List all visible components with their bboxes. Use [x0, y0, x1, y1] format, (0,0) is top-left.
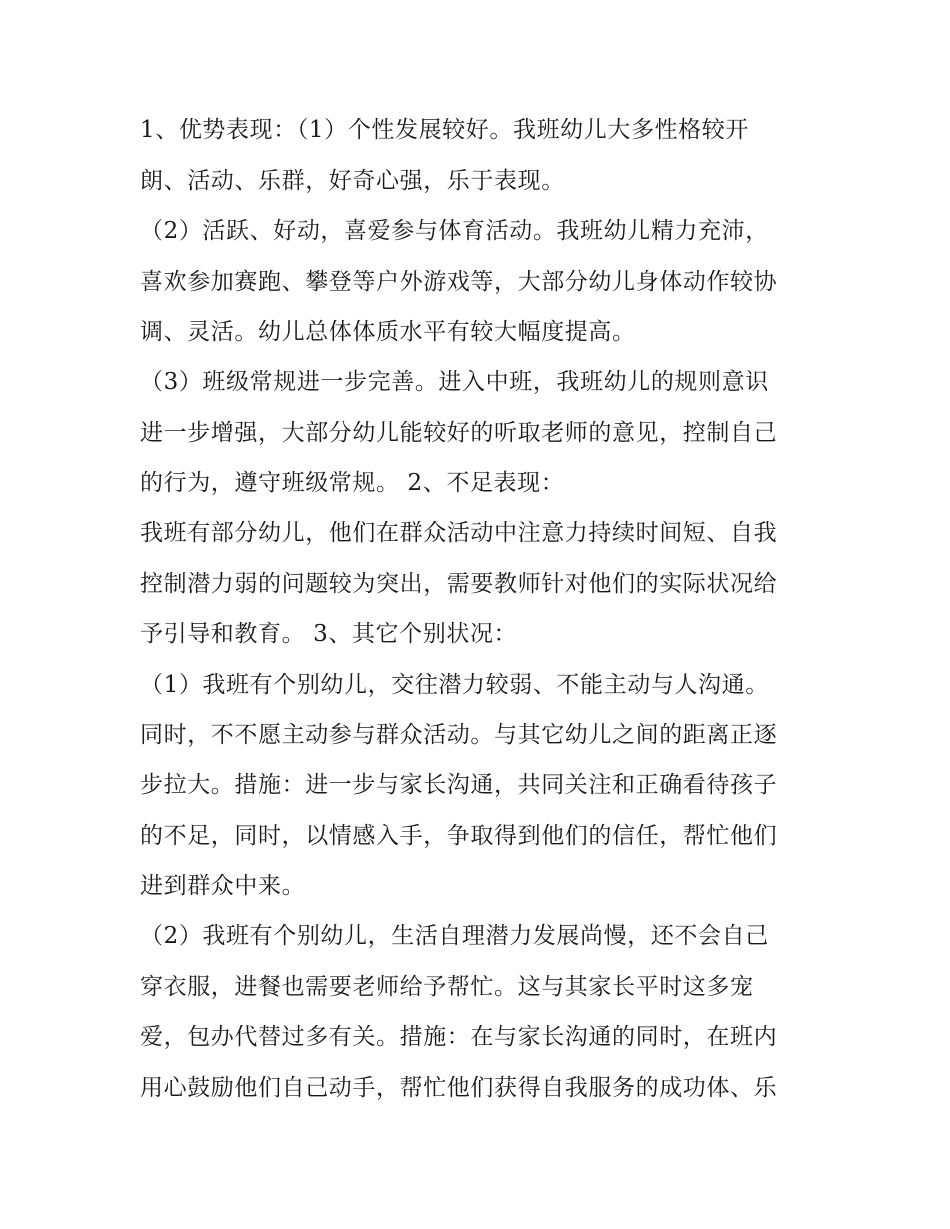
- text-line: 朗、活动、乐群，好奇心强，乐于表现。: [140, 168, 565, 194]
- text-line: 进一步增强，大部分幼儿能较好的听取老师的意见，控制自己: [140, 420, 778, 446]
- text-line: 喜欢参加赛跑、攀登等户外游戏等，大部分幼儿身体动作较协: [140, 269, 778, 295]
- text-line: 控制潜力弱的问题较为突出，需要教师针对他们的实际状况给: [140, 571, 778, 597]
- text-line: 的不足，同时，以情感入手，争取得到他们的信任，帮忙他们: [140, 823, 778, 849]
- text-line: 穿衣服，进餐也需要老师给予帮忙。这与其家长平时这多宠: [140, 974, 754, 1000]
- text-line: 用心鼓励他们自己动手，帮忙他们获得自我服务的成功体、乐: [140, 1075, 778, 1101]
- text-line: 进到群众中来。: [140, 873, 306, 899]
- text-line: 的行为，遵守班级常规。 2、不足表现：: [140, 470, 565, 496]
- text-line: 1、优势表现：（1）个性发展较好。我班幼儿大多性格较开: [140, 117, 749, 143]
- text-line: （3）班级常规进一步完善。进入中班，我班幼儿的规则意识: [140, 369, 769, 395]
- text-line: 我班有部分幼儿，他们在群众活动中注意力持续时间短、自我: [140, 520, 778, 546]
- text-line: 调、灵活。幼儿总体体质水平有较大幅度提高。: [140, 319, 636, 345]
- text-line: 爱，包办代替过多有关。措施：在与家长沟通的同时，在班内: [140, 1024, 778, 1050]
- text-line: 予引导和教育。 3、其它个别状况：: [140, 621, 518, 647]
- text-line: 同时，不不愿主动参与群众活动。与其它幼儿之间的距离正逐: [140, 722, 778, 748]
- text-line: （2）活跃、好动，喜爱参与体育活动。我班幼儿精力充沛，: [140, 218, 769, 244]
- text-line: （1）我班有个别幼儿，交往潜力较弱、不能主动与人沟通。: [140, 672, 769, 698]
- text-line: 步拉大。措施：进一步与家长沟通，共同关注和正确看待孩子: [140, 772, 778, 798]
- text-line: （2）我班有个别幼儿，生活自理潜力发展尚慢，还不会自己: [140, 923, 769, 949]
